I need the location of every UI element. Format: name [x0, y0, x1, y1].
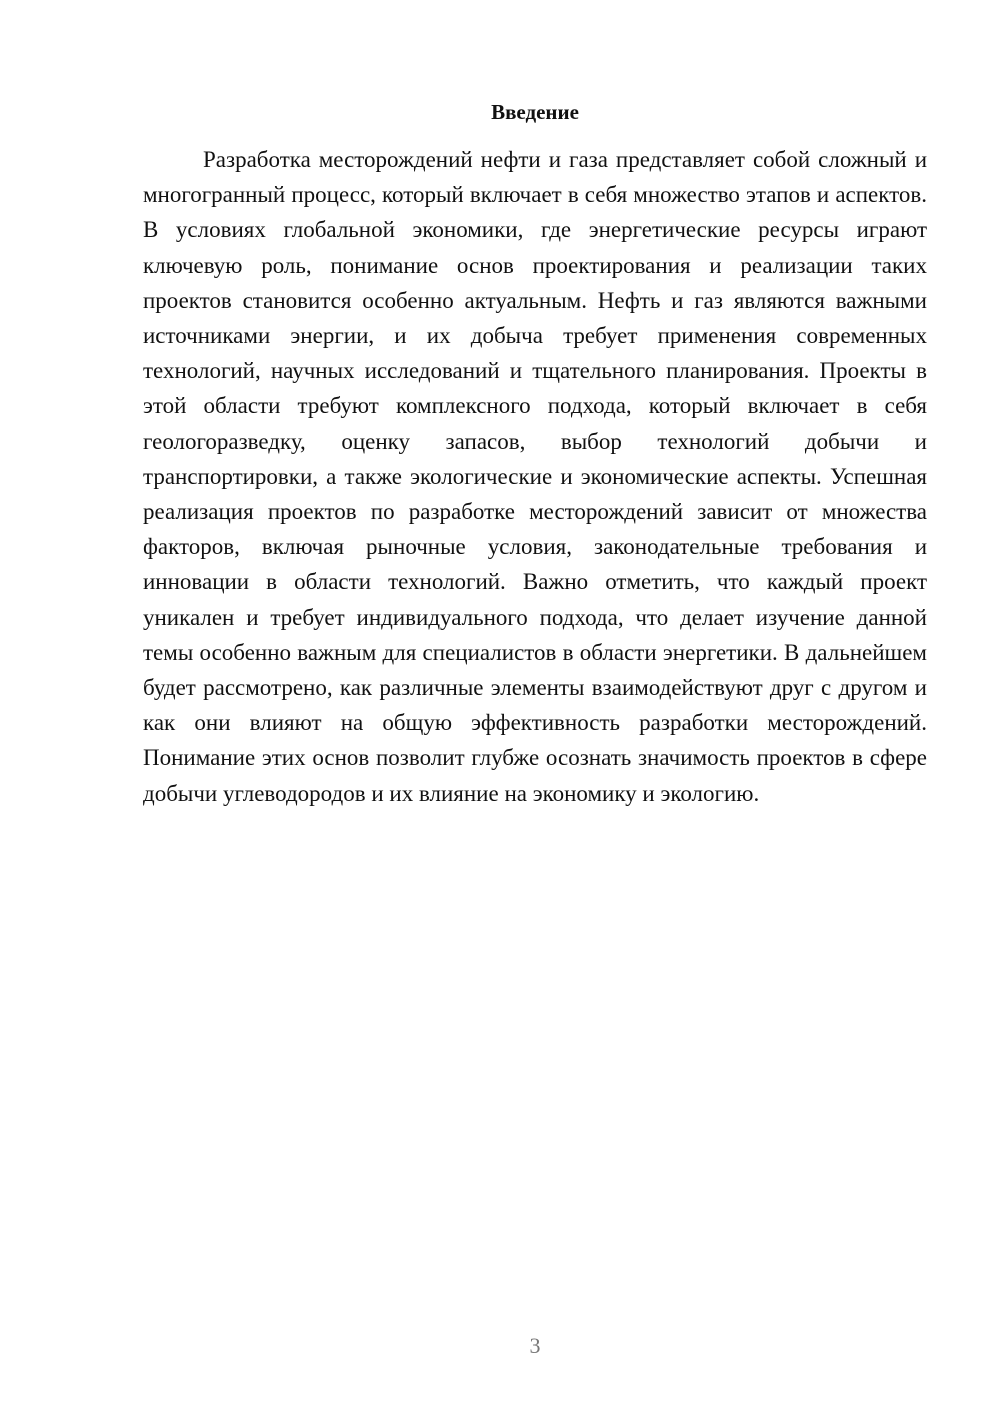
page-number: 3 — [529, 1333, 541, 1358]
body-paragraph: Разработка месторождений нефти и газа представляет собой сложный и многогранный процесс, который включает в себя множество этапов и аспектов. В условиях глобальной экономики, где энергетические ресурсы играют ключевую роль, понимание основ проектирования и реализации таких проектов становится особенно актуальным. Нефть и газ являются важными источниками энергии, и их добыча требует применения современных технологий, научных исследований и тщательного планирования. Проекты в этой области требуют комплексного подхода, который включает в себя геологоразведку, оценку запасов, выбор технологий добычи и транспортировки, а также экологические и экономические аспекты. Успешная реализация проектов по разработке месторождений зависит от множества факторов, включая рыночные условия, законодательные требования и инновации в области технологий. Важно отметить, что каждый проект уникален и требует индивидуального подхода, что делает изучение данной темы особенно важным для специалистов в области энергетики. В дальнейшем будет рассмотрено, как различные элементы взаимодействуют друг с другом и как они влияют на общую эффективность разработки месторождений. Понимание этих основ позволит глубже осознать значимость проектов в сфере добычи углеводородов и их влияние на экономику и экологию. — [143, 147, 927, 806]
section-heading: Введение — [491, 100, 579, 124]
